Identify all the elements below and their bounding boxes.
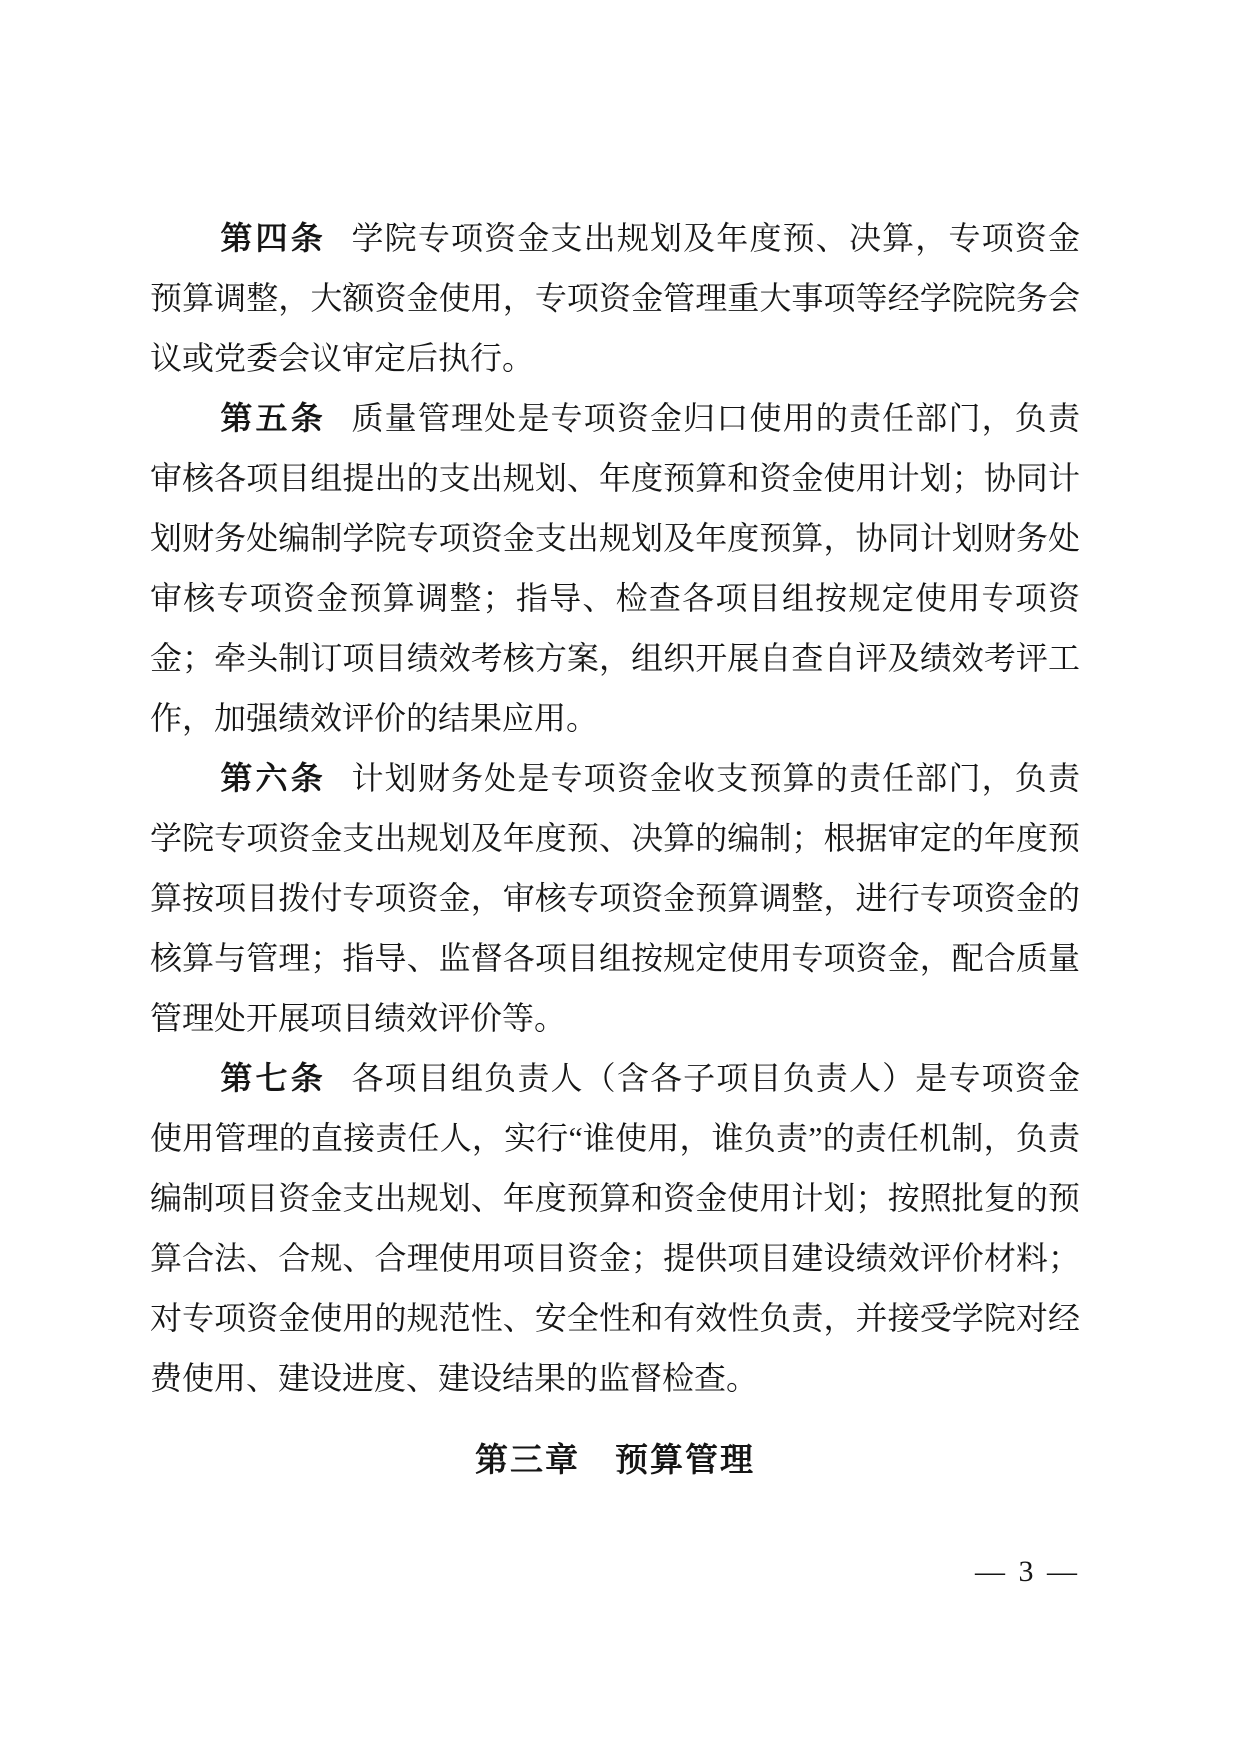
article-4-text: 学院专项资金支出规划及年度预、决算，专项资金预算调整，大额资金使用，专项资金管理重大事项等经学院院务会议或党委会议审定后执行。 <box>150 220 1080 376</box>
article-5-text: 质量管理处是专项资金归口使用的责任部门，负责审核各项目组提出的支出规划、年度预算和资金使用计划；协同计划财务处编制学院专项资金支出规划及年度预算，协同计划财务处审核专项资金预算调整；指导、检查各项目组按规定使用专项资金；牵头制订项目绩效考核方案，组织开展自查自评及绩效考评工作，加强绩效评价的结果应用。 <box>150 400 1080 736</box>
article-6-text: 计划财务处是专项资金收支预算的责任部门，负责学院专项资金支出规划及年度预、决算的编制；根据审定的年度预算按项目拨付专项资金，审核专项资金预算调整，进行专项资金的核算与管理；指导、监督各项目组按规定使用专项资金，配合质量管理处开展项目绩效评价等。 <box>150 760 1080 1036</box>
article-6-paragraph <box>150 748 1080 1048</box>
article-4-number: 第四条 <box>220 220 326 256</box>
article-7-number: 第七条 <box>220 1060 326 1096</box>
chapter-heading: 第三章 预算管理 <box>475 1441 755 1478</box>
article-5-paragraph <box>150 388 1080 748</box>
document-body <box>150 208 1080 1490</box>
article-7-text: 各项目组负责人（含各子项目负责人）是专项资金使用管理的直接责任人，实行“谁使用，谁负责”的责任机制，负责编制项目资金支出规划、年度预算和资金使用计划；按照批复的预算合法、合规、合理使用项目资金；提供项目建设绩效评价材料；对专项资金使用的规范性、安全性和有效性负责，并接受学院对经费使用、建设进度、建设结果的监督检查。 <box>150 1060 1080 1396</box>
page-number: — 3 — <box>975 1555 1080 1588</box>
article-5-number: 第五条 <box>220 400 326 436</box>
article-7-paragraph <box>150 1048 1080 1408</box>
article-6-number: 第六条 <box>220 760 326 796</box>
article-4-paragraph <box>150 208 1080 388</box>
